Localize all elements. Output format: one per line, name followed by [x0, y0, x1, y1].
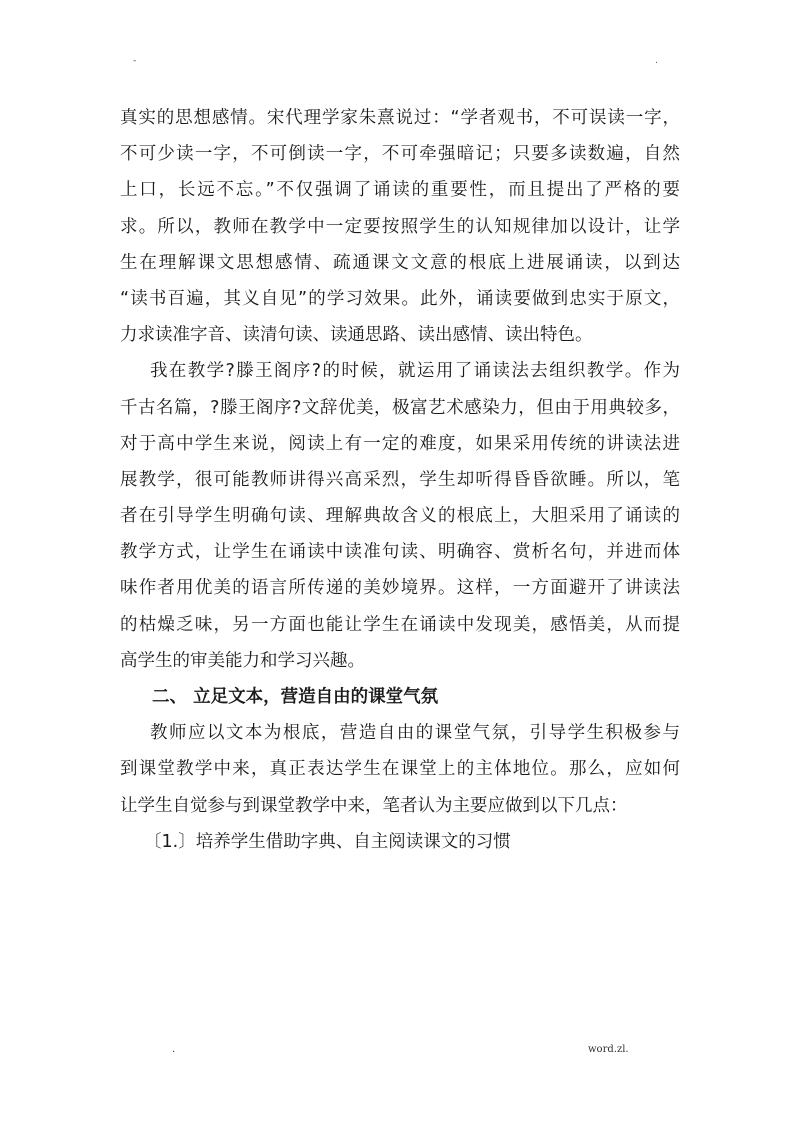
paragraph-line: “读书百遍，其义自见”的学习效果。此外，诵读要做到忠实于原文， — [120, 288, 680, 309]
footer-text: word.zl. — [588, 1044, 629, 1055]
paragraph-line: 味作者用优美的语言所传递的美妙境界。这样，一方面避开了讲读法 — [120, 578, 680, 599]
paragraph-line: 真实的思想感情。宋代理学家朱熹说过：“学者观书，不可误读一字， — [120, 108, 680, 128]
paragraph-line: 教学方式，让学生在诵读中读准句读、明确容、赏析名句，并进而体 — [120, 542, 680, 563]
paragraph-line: 对于高中学生来说，阅读上有一定的难度，如果采用传统的讲读法进 — [120, 433, 680, 454]
paragraph-line: 展教学，很可能教师讲得兴高采烈，学生却听得昏昏欲睡。所以，笔 — [120, 469, 680, 490]
paragraph-line: 不可少读一字，不可倒读一字，不可牵强暗记；只要多读数遍，自然 — [120, 144, 680, 165]
paragraph-line: 力求读准字音、读清句读、读通思路、读出感情、读出特色。 — [120, 325, 593, 346]
section-heading: 二、 立足文本，营造自由的课堂气氛 — [152, 687, 439, 707]
paragraph-line: 上口，长远不忘。”不仅强调了诵读的重要性，而且提出了严格的要 — [120, 180, 680, 201]
paragraph-line: 求。所以，教师在教学中一定要按照学生的认知规律加以设计，让学 — [120, 216, 680, 237]
header-right-mark: . — [655, 56, 658, 66]
footer-left-mark: . — [172, 1044, 176, 1055]
paragraph-line: 千古名篇，?滕王阁序?文辞优美，极富艺术感染力，但由于用典较多， — [120, 397, 680, 418]
header-left-mark: - — [133, 56, 137, 66]
paragraph-line: 让学生自觉参与到课堂教学中来，笔者认为主要应做到以下几点： — [120, 795, 628, 816]
paragraph-line: 我在教学?滕王阁序?的时候，就运用了诵读法去组织教学。作为 — [150, 361, 680, 382]
paragraph-line: 生在理解课文思想感情、疏通课文文意的根底上进展诵读，以到达 — [120, 252, 680, 273]
paragraph-line: 教师应以文本为根底，营造自由的课堂气氛，引导学生积极参与 — [150, 723, 680, 744]
document-body — [120, 100, 680, 860]
paragraph-line: 者在引导学生明确句读、理解典故含义的根底上，大胆采用了诵读的 — [120, 506, 680, 527]
paragraph-line: 到课堂教学中来，真正表达学生在课堂上的主体地位。那么，应如何 — [120, 759, 680, 780]
paragraph-line: 高学生的审美能力和学习兴趣。 — [120, 650, 365, 671]
paragraph-line: 的枯燥乏味，另一方面也能让学生在诵读中发现美，感悟美，从而提 — [120, 614, 680, 635]
list-item: 〔1.〕培养学生借助字典、自主阅读课文的习惯 — [144, 831, 511, 852]
